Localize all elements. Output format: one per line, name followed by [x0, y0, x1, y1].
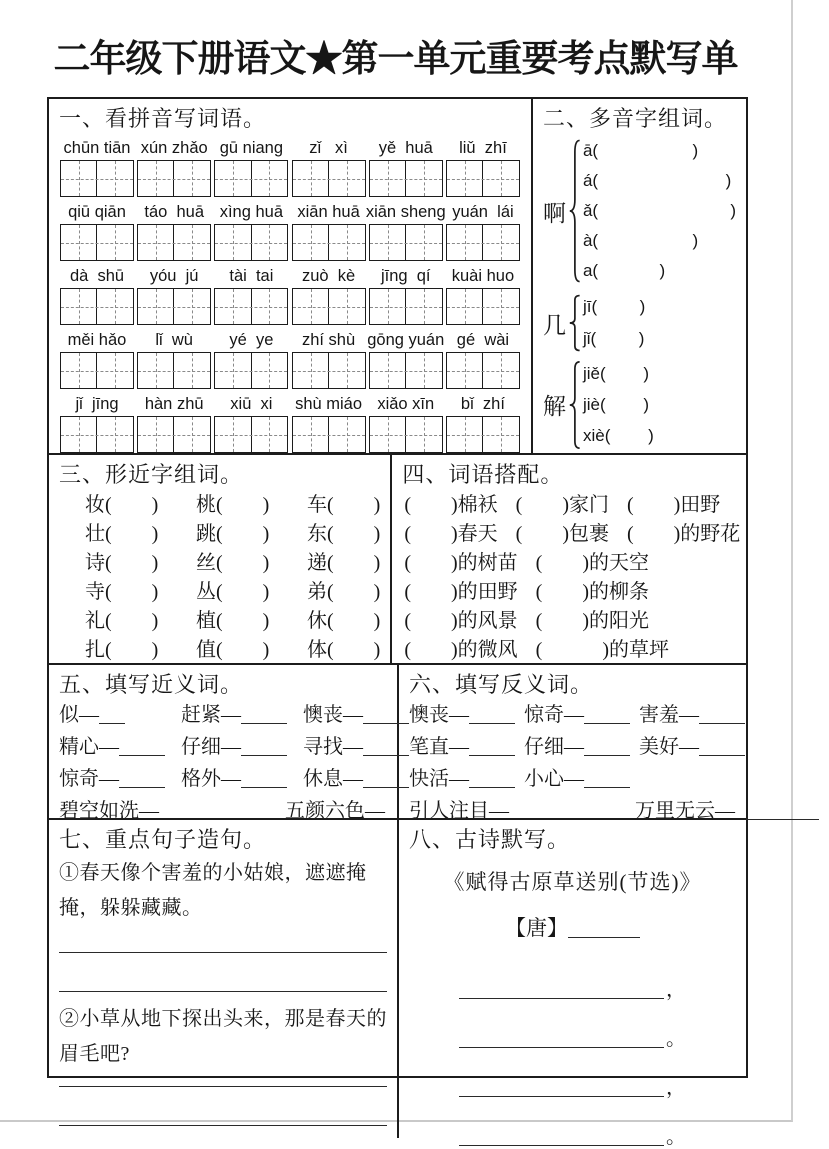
pinyin-label: xìng huā [219, 203, 284, 221]
writing-grid-box [446, 416, 520, 453]
example-sentence: ②小草从地下探出头来，那是春天的眉毛吧? [59, 1008, 387, 1065]
match-item: ( )的田野 [404, 581, 518, 603]
polyphone-group [543, 136, 736, 286]
pinyin-label: měi hǎo [67, 331, 127, 349]
writing-grid-box [214, 288, 288, 325]
section-polyphones [533, 99, 746, 453]
brace-icon [569, 139, 580, 283]
word-matching-rows [402, 491, 740, 665]
synonym-item: 赶紧— [181, 699, 303, 731]
match-item: ( )的野花 [626, 523, 741, 545]
char-blank: 桃( ) [196, 494, 270, 516]
pinyin-label: zǐ xì [309, 139, 348, 157]
char-blank: 壮( ) [85, 523, 159, 545]
synonym-item: 五颜六色— [285, 795, 469, 827]
pinyin-label: chūn tiān [63, 139, 131, 157]
match-item: ( )家门 [515, 494, 609, 516]
polyphone-line: à( ) [582, 231, 699, 250]
match-item: ( )棉袄 [404, 494, 498, 516]
writing-grid-box [214, 352, 288, 389]
synonym-item: 懊丧— [303, 699, 409, 731]
writing-grid-box [214, 160, 288, 197]
pinyin-item [445, 394, 521, 453]
pinyin-row [59, 394, 521, 453]
char-blank: 寺( ) [85, 581, 159, 603]
match-item: ( )的草坪 [535, 639, 669, 661]
polyphone-line: ǎ( ) [582, 201, 736, 220]
pinyin-label: gé wài [456, 331, 510, 349]
blank-line [469, 709, 515, 724]
pinyin-label: qiū qiān [68, 203, 126, 221]
blank-line [469, 741, 515, 756]
pinyin-item [445, 266, 521, 325]
pinyin-item [136, 330, 212, 389]
writing-grid-box [60, 288, 134, 325]
writing-grid-box [137, 288, 211, 325]
pinyin-label: shù miáo [295, 395, 363, 413]
pinyin-label: liǔ zhī [459, 139, 507, 157]
pinyin-label: zhí shù [301, 331, 356, 349]
blank-line [584, 709, 630, 724]
section-pinyin-words [49, 99, 533, 453]
match-item: ( )的天空 [535, 552, 649, 574]
blank-line [241, 773, 287, 788]
section-title: 七、重点句子造句。 [59, 827, 267, 852]
char-blank: 植( ) [196, 610, 270, 632]
pinyin-label: xún zhǎo [140, 139, 208, 157]
table-row [49, 663, 746, 822]
match-item: ( )包裹 [515, 523, 609, 545]
char-blank: 休( ) [307, 610, 381, 632]
antonym-item: 害羞— [639, 699, 819, 731]
polyphone-line: á( ) [582, 171, 732, 190]
writing-grid-box [292, 352, 366, 389]
poem-line: ， [409, 1071, 736, 1089]
polyphone-character: 几 [542, 312, 566, 338]
char-blank: 东( ) [307, 523, 381, 545]
synonym-item: 精心— [59, 731, 181, 763]
pinyin-label: yuán lái [452, 203, 514, 221]
writing-grid-box [292, 416, 366, 453]
pinyin-label: bǐ zhí [460, 395, 505, 413]
pinyin-item [368, 330, 444, 389]
pinyin-item [445, 138, 521, 197]
section-title: 一、看拼音写词语。 [59, 106, 267, 131]
pinyin-label: xiān huā [297, 203, 360, 221]
antonym-item: 小心— [524, 763, 639, 795]
pinyin-row [59, 202, 521, 261]
writing-grid-box [137, 416, 211, 453]
blank-line [699, 709, 745, 724]
char-blank: 车( ) [307, 494, 381, 516]
char-blank: 递( ) [307, 552, 381, 574]
poem-line: ， [409, 973, 736, 991]
polyphone-line: jǐ( ) [582, 329, 645, 348]
synonym-item: 似— [59, 699, 181, 731]
pinyin-item [291, 266, 367, 325]
worksheet-table [47, 97, 748, 1148]
writing-grid-box [60, 416, 134, 453]
polyphone-character: 解 [542, 394, 566, 419]
char-blank: 体( ) [307, 639, 381, 661]
section-sentence-making [49, 820, 399, 1138]
polyphone-lines [583, 291, 645, 355]
writing-grid-box [137, 352, 211, 389]
word-matching-row [404, 578, 740, 607]
section-title: 五、填写近义词。 [59, 672, 244, 697]
polyphone-line: xiè( ) [582, 426, 654, 445]
pinyin-label: yóu jú [149, 267, 199, 285]
brace-icon [569, 295, 580, 351]
antonym-item: 美好— [639, 731, 819, 763]
match-item: ( )的微风 [404, 639, 518, 661]
antonym-row [409, 763, 819, 795]
pinyin-item [136, 202, 212, 261]
blank-line [59, 952, 387, 953]
pinyin-item [59, 202, 135, 261]
synonym-item: 休息— [303, 763, 409, 795]
pinyin-item [213, 202, 289, 261]
synonym-item: 格外— [181, 763, 303, 795]
pinyin-item [368, 266, 444, 325]
poem-title: 《赋得古原草送别(节选)》 [443, 870, 702, 894]
char-blank: 扎( ) [85, 639, 159, 661]
polyphone-line: a( ) [582, 261, 666, 280]
blank-line [584, 773, 630, 788]
section-title: 六、填写反义词。 [409, 672, 594, 697]
table-row [49, 99, 746, 453]
table-row [49, 453, 746, 663]
pinyin-row [59, 330, 521, 389]
pinyin-label: zuò kè [301, 267, 356, 285]
blank-line [99, 709, 125, 724]
blank-line [241, 709, 287, 724]
pinyin-item [59, 266, 135, 325]
pinyin-item [365, 202, 446, 261]
blank-line [59, 1086, 387, 1087]
synonym-item: 碧空如洗— [59, 795, 243, 827]
writing-grid-box [292, 224, 366, 261]
writing-grid-box [214, 224, 288, 261]
pinyin-item [291, 202, 367, 261]
writing-grid-box [446, 352, 520, 389]
writing-grid-box [369, 416, 443, 453]
writing-grid-box [446, 288, 520, 325]
antonym-row [409, 699, 819, 731]
poem-author-line: 【唐】 [409, 912, 736, 942]
match-item: ( )田野 [626, 494, 721, 516]
match-item: ( )的柳条 [535, 581, 649, 603]
pinyin-label: kuài huo [451, 267, 515, 285]
blank-line [59, 1125, 387, 1126]
section-similar-characters [49, 455, 392, 663]
match-item: ( )的阳光 [535, 610, 649, 632]
writing-grid-box [369, 224, 443, 261]
section-synonyms [49, 665, 399, 822]
blank-line [699, 741, 745, 756]
similar-characters-grid [59, 491, 380, 665]
section-title: 四、词语搭配。 [402, 462, 564, 487]
section-title: 二、多音字组词。 [542, 106, 727, 131]
antonym-item: 懊丧— [409, 699, 524, 731]
writing-grid-box [369, 160, 443, 197]
char-blank: 值( ) [196, 639, 270, 661]
synonym-row [59, 699, 387, 731]
pinyin-label: xiǎo xīn [377, 395, 435, 413]
blank-line [459, 984, 664, 999]
pinyin-item [59, 394, 135, 453]
pinyin-label: dà shū [69, 267, 125, 285]
blank-line [119, 741, 165, 756]
pinyin-label: hàn zhū [144, 395, 204, 413]
antonym-item: 惊奇— [524, 699, 639, 731]
pinyin-item [136, 394, 212, 453]
match-item: ( )的风景 [404, 610, 518, 632]
match-item: ( )的树苗 [404, 552, 518, 574]
polyphone-line: ā( ) [582, 141, 699, 160]
pinyin-label: gū niang [219, 139, 284, 157]
blank-line [584, 741, 630, 756]
char-blank: 妆( ) [85, 494, 159, 516]
blank-line [241, 741, 287, 756]
pinyin-item [59, 138, 135, 197]
polyphone-line: jiě( ) [582, 364, 650, 383]
synonym-item: 寻找— [303, 731, 409, 763]
pinyin-item [368, 138, 444, 197]
pinyin-label: táo huā [144, 203, 204, 221]
pinyin-label: xiān sheng [365, 203, 446, 221]
writing-grid-box [137, 160, 211, 197]
antonym-item: 引人注目— [409, 795, 593, 827]
word-matching-row [404, 607, 740, 636]
char-blank: 跳( ) [196, 523, 270, 545]
blank-line [459, 1131, 664, 1146]
char-blank: 礼( ) [85, 610, 159, 632]
polyphone-line: jiè( ) [582, 395, 650, 414]
polyphone-lines [583, 358, 654, 451]
writing-grid-box [60, 160, 134, 197]
pinyin-label: xiū xi [230, 395, 273, 413]
blank-line [469, 773, 515, 788]
pinyin-label: jīng qí [380, 267, 431, 285]
pinyin-row [59, 266, 521, 325]
blank-line [735, 805, 819, 820]
polyphone-line: jī( ) [582, 297, 646, 316]
poem-line: 。 [409, 1022, 736, 1040]
blank-line [119, 773, 165, 788]
pinyin-item [213, 266, 289, 325]
pinyin-item [59, 330, 135, 389]
page-title: 二年级下册语文★第一单元重要考点默写单 [53, 39, 738, 80]
writing-grid-box [446, 160, 520, 197]
pinyin-label: lǐ wù [155, 331, 193, 349]
char-blank: 弟( ) [307, 581, 381, 603]
antonym-item: 笔直— [409, 731, 524, 763]
writing-grid-box [292, 160, 366, 197]
writing-grid-box [60, 352, 134, 389]
pinyin-label: yě huā [378, 139, 433, 157]
antonym-item: 仔细— [524, 731, 639, 763]
section-word-matching [392, 455, 750, 663]
polyphone-group [543, 358, 736, 451]
antonym-item: 万里无云— [635, 795, 819, 827]
blank-line [459, 1082, 664, 1097]
pinyin-item [291, 330, 367, 389]
pinyin-item [213, 330, 289, 389]
pinyin-item [291, 138, 367, 197]
writing-grid-box [292, 288, 366, 325]
table-row [49, 818, 746, 1148]
section-title: 三、形近字组词。 [59, 462, 244, 487]
pinyin-item [445, 330, 521, 389]
word-matching-row [404, 636, 740, 665]
pinyin-item [136, 138, 212, 197]
pinyin-item [291, 394, 367, 453]
synonym-item: 惊奇— [59, 763, 181, 795]
writing-grid-box [446, 224, 520, 261]
char-blank: 丛( ) [196, 581, 270, 603]
pinyin-row [59, 138, 521, 197]
polyphone-lines [583, 136, 736, 286]
writing-grid-box [214, 416, 288, 453]
blank-line [59, 991, 387, 992]
match-item: ( )春天 [404, 523, 498, 545]
polyphone-group [543, 291, 736, 355]
pinyin-item [213, 394, 289, 453]
section-title: 八、古诗默写。 [409, 827, 571, 852]
synonym-row [59, 763, 387, 795]
pinyin-label: jǐ jīng [75, 395, 119, 413]
blank-line [459, 1033, 664, 1048]
antonym-row [409, 731, 819, 763]
pinyin-label: gōng yuán [367, 331, 445, 349]
char-blank: 诗( ) [85, 552, 159, 574]
pinyin-label: yé ye [229, 331, 274, 349]
writing-grid-box [369, 352, 443, 389]
writing-grid-box [369, 288, 443, 325]
section-poem-dictation [399, 820, 746, 1148]
pinyin-item [213, 138, 289, 197]
example-sentence: ①春天像个害羞的小姑娘，遮遮掩掩，躲躲藏藏。 [59, 862, 367, 919]
synonym-row [59, 731, 387, 763]
word-matching-row [404, 491, 740, 520]
poem-line: 。 [409, 1120, 736, 1138]
section-antonyms [399, 665, 829, 822]
polyphone-character: 啊 [542, 200, 566, 226]
writing-grid-box [60, 224, 134, 261]
pinyin-item [368, 394, 444, 453]
writing-grid-box [137, 224, 211, 261]
pinyin-item [445, 202, 521, 261]
word-matching-row [404, 549, 740, 578]
antonym-item: 快活— [409, 763, 524, 795]
blank-line [568, 923, 640, 938]
brace-icon [569, 361, 580, 449]
word-matching-row [404, 520, 740, 549]
pinyin-item [136, 266, 212, 325]
pinyin-label: tài tai [229, 267, 274, 285]
char-blank: 丝( ) [196, 552, 270, 574]
synonym-item: 仔细— [181, 731, 303, 763]
